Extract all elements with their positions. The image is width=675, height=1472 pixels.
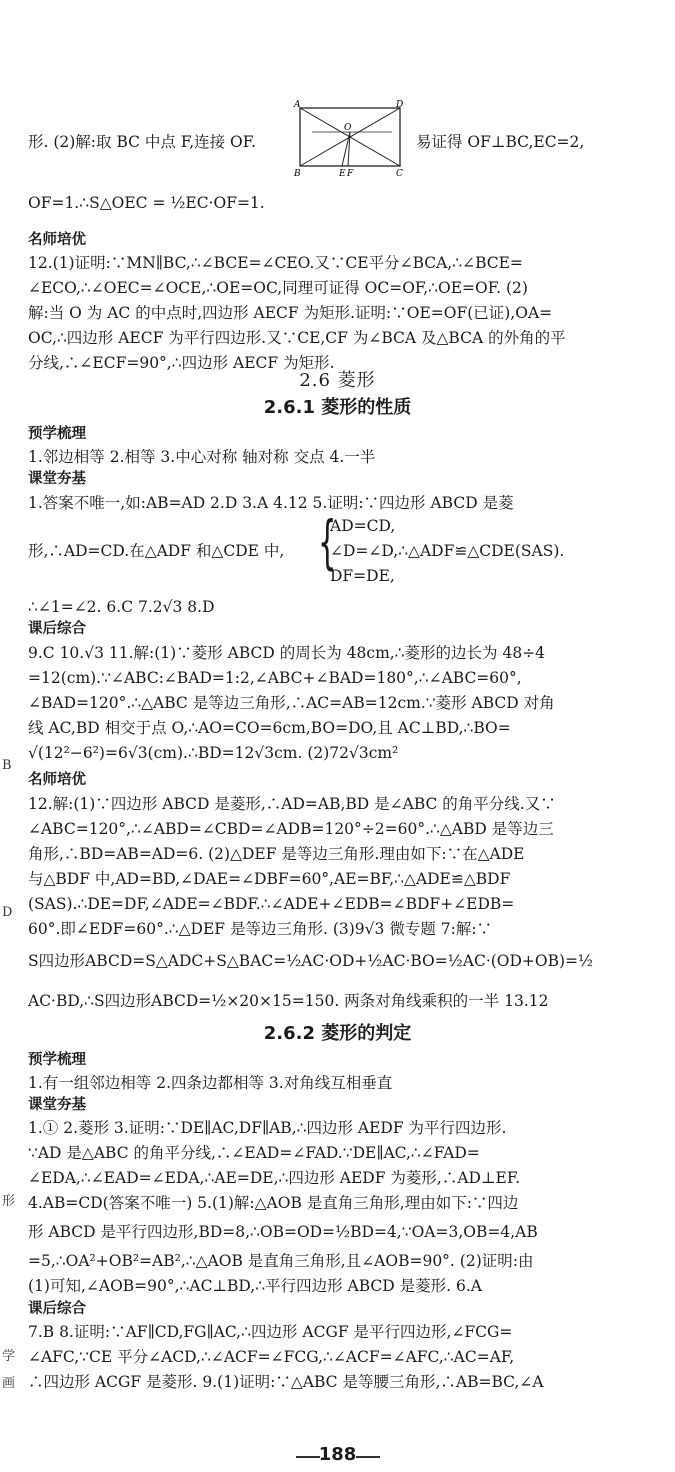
text-line-33: 7.B 8.证明:∵AF∥CD,FG∥AC,∴四边形 ACGF 是平行四边形,∠FCG= (28, 1323, 513, 1341)
text-line-01b: 易证得 OF⊥BC,EC=2, (416, 133, 585, 151)
text-line-28: ∠EDA,∴∠EAD=∠EDA,∴AE=DE,∴四边形 AEDF 为菱形,∴AD⊥EF. (28, 1169, 521, 1187)
fig-label-o: O (344, 123, 352, 133)
fig-label-f: F (347, 169, 354, 178)
text-line-18: ∠ABC=120°,∴∠ABD=∠CBD=∠ADB=120°÷2=60°.∴△ABD 是等边三 (28, 820, 554, 838)
heading-2-6-1: 2.6.1 菱形的性质 (263, 397, 412, 418)
text-line-34: ∠AFC,∵CE 平分∠ACD,∴∠ACF=∠FCG,∴∠ACF=∠AFC,∴AC=AF, (28, 1348, 515, 1366)
page-number: 188 (318, 1444, 357, 1465)
text-line-17: 12.解:(1)∵四边形 ABCD 是菱形,∴AD=AB,BD 是∠ABC 的角平分线.又∵ (28, 795, 556, 813)
text-line-10b2: ∠D=∠D,∴△ADF≌△CDE(SAS). (330, 542, 565, 560)
fig-label-a: A (294, 100, 301, 110)
text-line-31: =5,∴OA²+OB²=AB²,∴△AOB 是直角三角形,且∠AOB=90°. (2)证明:由 (28, 1252, 534, 1270)
text-line-24: AC·BD,∴S四边形ABCD=½×20×15=150. 两条对角线乘积的一半 13.12 (28, 992, 549, 1010)
fig-label-b: B (294, 169, 301, 178)
text-line-05: 解:当 O 为 AC 的中点时,四边形 AECF 为矩形.证明:∵OE=OF(已证),OA= (28, 304, 553, 322)
text-line-02: OF=1.∴S△OEC = ½EC·OF=1. (28, 194, 265, 212)
text-line-35: ∴四边形 ACGF 是菱形. 9.(1)证明:∵△ABC 是等腰三角形,∴AB=BC,∠A (28, 1373, 544, 1391)
text-line-06: OC,∴四边形 AECF 为平行四边形.又∵CE,CF 为∠BCA 及△BCA 的外角的平 (28, 329, 566, 347)
section-mingshi-2: 名师培优 (28, 772, 86, 788)
section-ketang-1: 课堂夯基 (28, 471, 86, 487)
text-line-14: ∠BAD=120°.∴△ABC 是等边三角形,∴AC=AB=12cm.∵菱形 ABCD 对角 (28, 694, 555, 712)
margin-char-2: 形 (2, 1194, 16, 1209)
margin-char-3: D (2, 905, 13, 920)
text-line-19: 角形,∴BD=AB=AD=6. (2)△DEF 是等边三角形.理由如下:∵在△ADE (28, 845, 525, 863)
section-mingshi-1: 名师培优 (28, 232, 86, 248)
text-line-26: 1.① 2.菱形 3.证明:∵DE∥AC,DF∥AB,∴四边形 AEDF 为平行四边形. (28, 1119, 507, 1137)
page-number-dash-right (356, 1456, 380, 1458)
text-line-10b3: DF=DE, (330, 567, 395, 585)
text-line-25: 1.有一组邻边相等 2.四条边都相等 3.对角线互相垂直 (28, 1074, 393, 1092)
text-line-10b1: AD=CD, (330, 517, 396, 535)
text-line-10a: 形,∴AD=CD.在△ADF 和△CDE 中, (28, 542, 285, 560)
text-line-23: S四边形ABCD=S△ADC+S△BAC=½AC·OD+½AC·BO=½AC·(OD+OB)=½ (28, 952, 594, 970)
section-yuxue-2: 预学梳理 (28, 1052, 86, 1068)
rectangle-figure (292, 98, 412, 178)
text-line-04: ∠ECO,∴∠OEC=∠OCE,∴OE=OC,同理可证得 OC=OF,∴OE=OF. (2) (28, 279, 528, 297)
curly-brace: { (318, 508, 337, 576)
fig-label-c: C (396, 169, 403, 178)
margin-char-4: 学 (2, 1349, 16, 1364)
fig-label-e: E (339, 169, 346, 178)
text-line-03: 12.(1)证明:∵MN∥BC,∴∠BCE=∠CEO.又∵CE平分∠BCA,∴∠BCE= (28, 254, 523, 272)
margin-char-5: 画 (2, 1376, 16, 1391)
text-line-32: (1)可知,∠AOB=90°,∴AC⊥BD,∴平行四边形 ABCD 是菱形. 6.A (28, 1277, 482, 1295)
text-line-08: 1.邻边相等 2.相等 3.中心对称 轴对称 交点 4.一半 (28, 448, 376, 466)
text-line-29: 4.AB=CD(答案不唯一) 5.(1)解:△AOB 是直角三角形,理由如下:∵四边 (28, 1194, 519, 1212)
section-yuxue-1: 预学梳理 (28, 426, 86, 442)
heading-2-6-2: 2.6.2 菱形的判定 (263, 1023, 412, 1044)
text-line-12: 9.C 10.√3 11.解:(1)∵菱形 ABCD 的周长为 48cm,∴菱形的边长为 48÷4 (28, 644, 546, 662)
text-line-21: (SAS).∴DE=DF,∠ADE=∠BDF.∴∠ADE+∠EDB=∠BDF+∠EDB= (28, 895, 515, 913)
text-line-16: √(12²−6²)=6√3(cm).∴BD=12√3cm. (2)72√3cm² (28, 744, 399, 762)
section-kehou-1: 课后综合 (28, 621, 86, 637)
text-line-13: =12(cm).∵∠ABC:∠BAD=1:2,∠ABC+∠BAD=180°,∴∠ABC=60°, (28, 669, 522, 687)
section-ketang-2: 课堂夯基 (28, 1097, 86, 1113)
text-line-11: ∴∠1=∠2. 6.C 7.2√3 8.D (28, 598, 215, 616)
text-line-20: 与△BDF 中,AD=BD,∠DAE=∠DBF=60°,AE=BF,∴△ADE≌△BDF (28, 870, 511, 888)
text-line-01a: 形. (2)解:取 BC 中点 F,连接 OF. (28, 133, 257, 151)
text-line-07: 分线,∴∠ECF=90°,∴四边形 AECF 为矩形. (28, 354, 335, 372)
text-line-27: ∵AD 是△ABC 的角平分线,∴∠EAD=∠FAD.∵DE∥AC,∴∠FAD= (28, 1144, 480, 1162)
text-line-22: 60°.即∠EDF=60°.∴△DEF 是等边三角形. (3)9√3 微专题 7:解:∵ (28, 920, 493, 938)
fig-label-d: D (396, 100, 404, 110)
text-line-30: 形 ABCD 是平行四边形,BD=8,∴OB=OD=½BD=4,∵OA=3,OB=4,AB (28, 1223, 538, 1241)
section-kehou-2: 课后综合 (28, 1301, 86, 1317)
text-line-09: 1.答案不唯一,如:AB=AD 2.D 3.A 4.12 5.证明:∵四边形 ABCD 是菱 (28, 494, 514, 512)
margin-char-1: B (2, 758, 12, 773)
text-line-15: 线 AC,BD 相交于点 O,∴AO=CO=6cm,BO=DO,且 AC⊥BD,∴BO= (28, 719, 511, 737)
heading-2-6: 2.6 菱形 (299, 370, 376, 391)
